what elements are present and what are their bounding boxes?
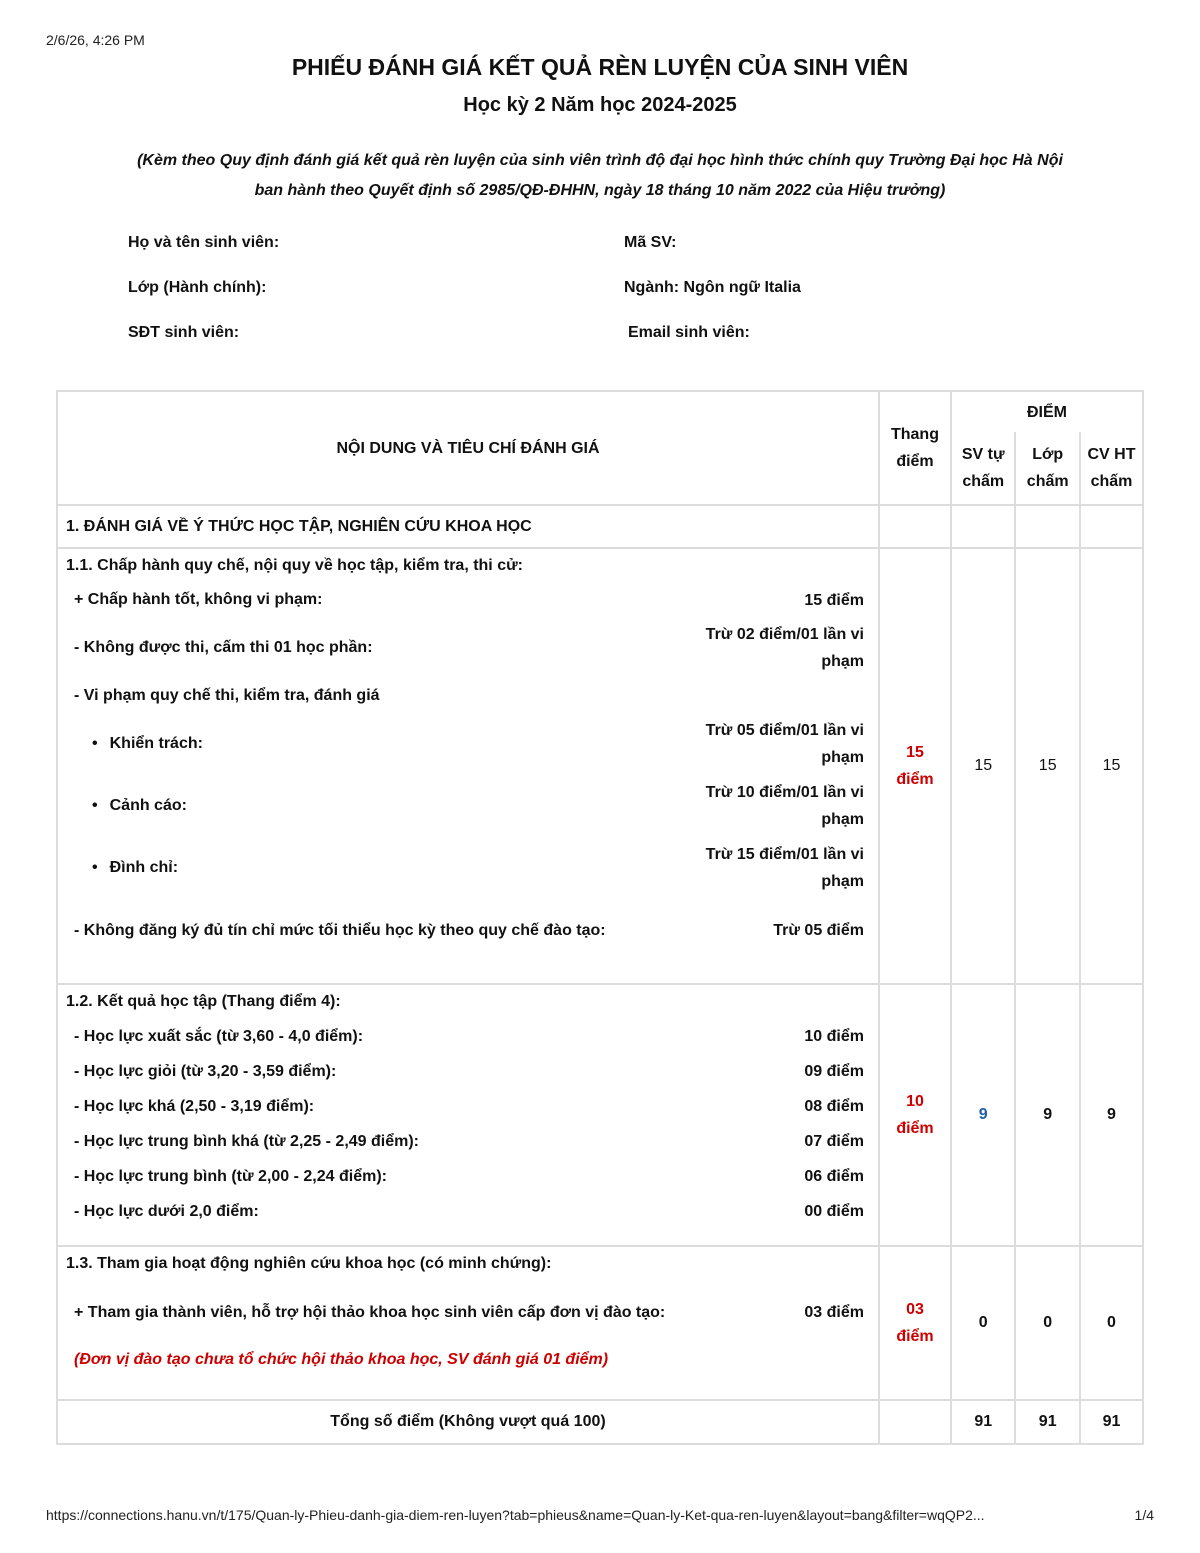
criterion-item: [66, 1124, 864, 1159]
criterion-item-points: 10 điểm: [804, 1028, 864, 1045]
criterion-1-1-self-score: 15: [951, 548, 1015, 984]
print-footer: [46, 1507, 1154, 1523]
col-header-class: Lớp chấm: [1015, 432, 1079, 505]
criterion-item-points: 09 điểm: [804, 1063, 864, 1080]
criterion-item: [66, 1054, 864, 1089]
phone-label: SĐT sinh viên:: [128, 324, 240, 341]
criterion-item-points: Trừ 02 điểm/01 lần vi phạm: [705, 626, 864, 670]
criterion-item-points: 00 điểm: [804, 1203, 864, 1220]
criterion-row-1-3: [57, 1246, 1143, 1400]
criterion-item-points: 03 điểm: [804, 1303, 864, 1321]
criterion-1-1-max: 15 điểm: [896, 744, 934, 788]
criterion-1-1-advisor-score: 15: [1080, 548, 1143, 984]
evaluation-table: [56, 390, 1144, 1445]
criterion-item-label: + Chấp hành tốt, không vi phạm:: [74, 591, 323, 608]
criterion-item-label: • Khiển trách:: [66, 735, 203, 753]
student-id-label: Mã SV:: [624, 234, 677, 251]
criterion-1-3-max: 03 điểm: [896, 1301, 934, 1345]
criterion-item-points: 06 điểm: [804, 1168, 864, 1185]
criterion-1-1-class-score: 15: [1015, 548, 1079, 984]
criterion-item-label: • Cảnh cáo:: [66, 797, 187, 815]
criterion-1-2-self-score: 9: [951, 984, 1015, 1246]
criterion-1-2-advisor-score: 9: [1080, 984, 1143, 1246]
total-label: Tổng số điểm (Không vượt quá 100): [57, 1400, 879, 1444]
criterion-item-label: - Học lực dưới 2,0 điểm:: [74, 1202, 259, 1220]
criterion-item-label: - Không đăng ký đủ tín chỉ mức tối thiểu học kỳ theo quy chế đào tạo:: [74, 921, 606, 939]
criterion-row-1-1: [57, 548, 1143, 984]
criterion-bullet-item: [66, 837, 864, 899]
criterion-1-2-content: [57, 984, 879, 1246]
criterion-item: [66, 679, 864, 713]
criterion-1-3-content: [57, 1246, 879, 1400]
criterion-item: [66, 899, 864, 961]
criterion-item: [66, 1194, 864, 1229]
criterion-1-3-class-score: 0: [1015, 1246, 1079, 1400]
page-url: https://connections.hanu.vn/t/175/Quan-ly-Phieu-danh-gia-diem-ren-luyen?tab=phieus&name=Quan-ly-Ket-qua-ren-luyen&layout=bang&filter=wqQP2...: [46, 1507, 985, 1523]
criterion-item-label: - Học lực xuất sắc (từ 3,60 - 4,0 điểm):: [74, 1027, 364, 1045]
criterion-1-3-title: 1.3. Tham gia hoạt động nghiên cứu khoa học (có minh chứng):: [66, 1255, 552, 1272]
criterion-1-1-title: 1.1. Chấp hành quy chế, nội quy về học tập, kiểm tra, thi cử:: [66, 557, 524, 574]
major-label: Ngành: Ngôn ngữ Italia: [624, 279, 801, 296]
criterion-1-3-self-score: 0: [951, 1246, 1015, 1400]
criterion-item-label: - Học lực khá (2,50 - 3,19 điểm):: [74, 1097, 315, 1115]
criterion-item-points: 07 điểm: [804, 1133, 864, 1150]
total-row: [57, 1400, 1143, 1444]
section-row: [57, 505, 1143, 548]
criterion-item-points: Trừ 10 điểm/01 lần vi phạm: [705, 784, 864, 828]
criterion-item-label: - Vi phạm quy chế thi, kiểm tra, đánh giá: [74, 687, 380, 704]
criterion-item-label: - Học lực trung bình (từ 2,00 - 2,24 điểm):: [74, 1167, 387, 1185]
criterion-item-points: 15 điểm: [804, 591, 864, 609]
student-name-label: Họ và tên sinh viên:: [128, 234, 280, 251]
criterion-item-label: - Không được thi, cấm thi 01 học phần:: [74, 639, 373, 656]
criterion-item-label: - Học lực giỏi (từ 3,20 - 3,59 điểm):: [74, 1062, 337, 1080]
col-header-scale: Thang điểm: [879, 391, 951, 505]
col-header-self: SV tự chấm: [951, 432, 1015, 505]
criterion-item: [66, 617, 864, 679]
page-number: 1/4: [1134, 1507, 1154, 1523]
form-title: PHIẾU ĐÁNH GIÁ KẾT QUẢ RÈN LUYỆN CỦA SINH VIÊN: [291, 54, 909, 80]
criterion-1-2-max: 10 điểm: [896, 1093, 934, 1137]
table-header-row: [57, 391, 1143, 432]
criterion-item: [66, 1281, 864, 1343]
criterion-item-label: - Học lực trung bình khá (từ 2,25 - 2,49 điểm):: [74, 1132, 419, 1150]
total-class-score: 91: [1015, 1400, 1079, 1444]
form-subtitle: Học kỳ 2 Năm học 2024-2025: [463, 94, 737, 116]
section-title: 1. ĐÁNH GIÁ VỀ Ý THỨC HỌC TẬP, NGHIÊN CỨU KHOA HỌC: [57, 505, 879, 548]
print-date: 2/6/26, 4:26 PM: [46, 32, 145, 48]
criterion-item-points: Trừ 15 điểm/01 lần vi phạm: [705, 846, 864, 890]
total-advisor-score: 91: [1080, 1400, 1143, 1444]
total-self-score: 91: [951, 1400, 1015, 1444]
class-label: Lớp (Hành chính):: [128, 279, 267, 296]
criterion-item: [66, 1159, 864, 1194]
email-label: Email sinh viên:: [628, 324, 750, 341]
criterion-1-3-advisor-score: 0: [1080, 1246, 1143, 1400]
regulation-note: (Kèm theo Quy định đánh giá kết quả rèn luyện của sinh viên trình độ đại học hình thức chính quy Trường Đại học Hà Nội ban hành theo Quyết định số 2985/QĐ-ĐHHN, ngày 18 tháng 10 năm 2022 của Hiệu trưởng): [137, 152, 1063, 199]
criterion-bullet-item: [66, 775, 864, 837]
criterion-1-2-title: 1.2. Kết quả học tập (Thang điểm 4):: [66, 993, 341, 1010]
col-header-advisor: CV HT chấm: [1080, 432, 1143, 505]
criterion-bullet-item: [66, 713, 864, 775]
criterion-item: [66, 583, 864, 617]
col-header-points: ĐIỂM: [951, 391, 1143, 432]
criterion-item: [66, 1089, 864, 1124]
criterion-item-label: + Tham gia thành viên, hỗ trợ hội thảo khoa học sinh viên cấp đơn vị đào tạo:: [74, 1303, 666, 1321]
criterion-1-2-class-score: 9: [1015, 984, 1079, 1246]
col-header-content: NỘI DUNG VÀ TIÊU CHÍ ĐÁNH GIÁ: [57, 391, 879, 505]
criterion-item: [66, 1019, 864, 1054]
criterion-1-1-content: [57, 548, 879, 984]
criterion-item-points: Trừ 05 điểm/01 lần vi phạm: [705, 722, 864, 766]
criterion-item-points: Trừ 05 điểm: [773, 921, 864, 939]
criterion-row-1-2: [57, 984, 1143, 1246]
criterion-item-points: 08 điểm: [804, 1098, 864, 1115]
criterion-1-3-note: (Đơn vị đào tạo chưa tổ chức hội thảo khoa học, SV đánh giá 01 điểm): [74, 1351, 609, 1368]
criterion-item-label: • Đình chỉ:: [66, 859, 178, 877]
